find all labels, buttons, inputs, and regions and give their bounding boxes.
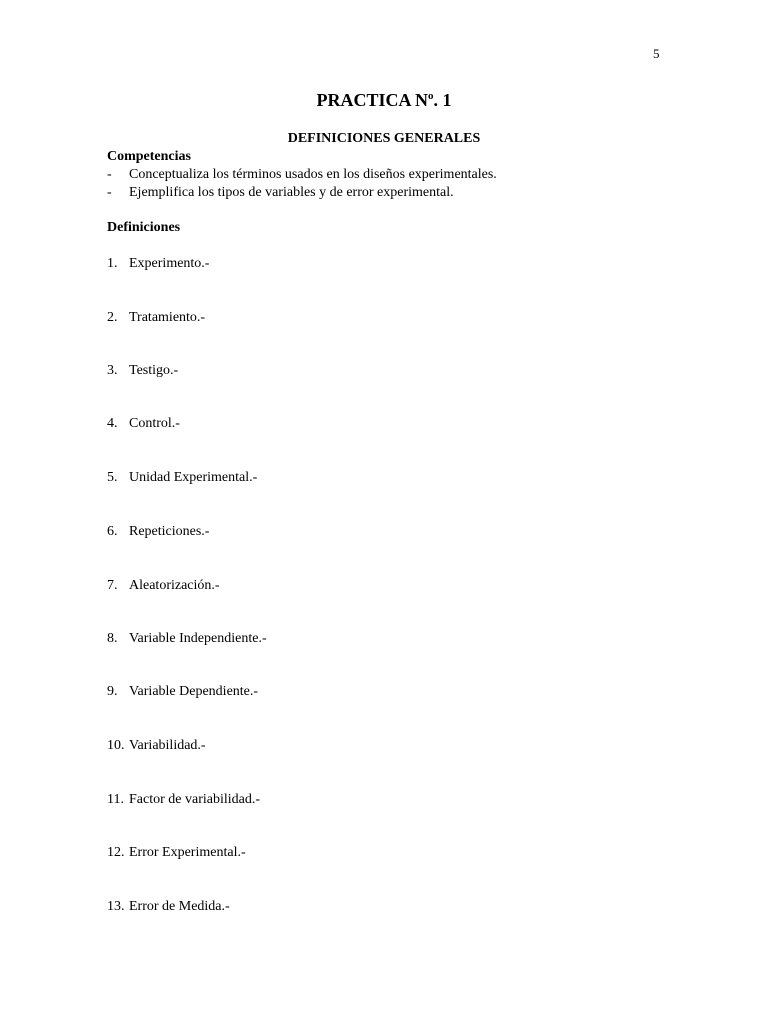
item-number: 12. (107, 845, 125, 860)
item-term: Unidad Experimental.- (129, 470, 258, 485)
item-term: Experimento.- (129, 256, 210, 271)
competencia-text: Ejemplifica los tipos de variables y de error experimental. (129, 185, 454, 200)
item-number: 3. (107, 363, 118, 378)
title-superscript: o (428, 90, 434, 102)
item-term: Aleatorización.- (129, 578, 220, 593)
definicion-item (107, 524, 209, 540)
definicion-item (107, 899, 230, 915)
item-number: 7. (107, 578, 118, 593)
definicion-item (107, 738, 206, 754)
item-number: 6. (107, 524, 118, 539)
item-term: Testigo.- (129, 363, 179, 378)
item-term: Tratamiento.- (129, 310, 206, 325)
item-number: 5. (107, 470, 118, 485)
definicion-item (107, 310, 205, 326)
item-term: Variable Dependiente.- (129, 684, 259, 699)
title-tail: . 1 (433, 90, 452, 110)
definicion-item (107, 578, 220, 594)
item-number: 1. (107, 256, 118, 271)
page-title (0, 90, 768, 111)
item-number: 4. (107, 416, 118, 431)
definicion-item (107, 684, 258, 700)
definicion-item (107, 845, 246, 861)
item-number: 9. (107, 684, 118, 699)
page-number: 5 (653, 46, 660, 61)
item-term: Control.- (129, 416, 180, 431)
item-number: 8. (107, 631, 118, 646)
item-term: Error Experimental.- (129, 845, 246, 860)
item-term: Error de Medida.- (129, 899, 230, 914)
item-number: 11. (107, 792, 124, 807)
item-term: Variable Independiente.- (129, 631, 267, 646)
definicion-item (107, 363, 178, 379)
competencias-heading: Competencias (107, 149, 191, 164)
definicion-item (107, 631, 267, 647)
item-term: Factor de variabilidad.- (129, 792, 261, 807)
definicion-item (107, 256, 209, 272)
item-term: Variabilidad.- (129, 738, 206, 753)
definiciones-heading: Definiciones (107, 220, 181, 235)
item-number: 13. (107, 899, 125, 914)
competencia-text: Conceptualiza los términos usados en los diseños experimentales. (129, 167, 497, 182)
section-subtitle: DEFINICIONES GENERALES (287, 131, 481, 146)
item-number: 10. (107, 738, 125, 753)
item-number: 2. (107, 310, 118, 325)
bullet-dash: - (107, 167, 112, 182)
definicion-item (107, 792, 260, 808)
item-term: Repeticiones.- (129, 524, 210, 539)
definicion-item (107, 416, 180, 432)
definicion-item (107, 470, 257, 486)
competencia-item (107, 185, 454, 201)
bullet-dash: - (107, 185, 112, 200)
competencia-item (107, 167, 497, 183)
title-main: PRACTICA N (316, 90, 428, 110)
